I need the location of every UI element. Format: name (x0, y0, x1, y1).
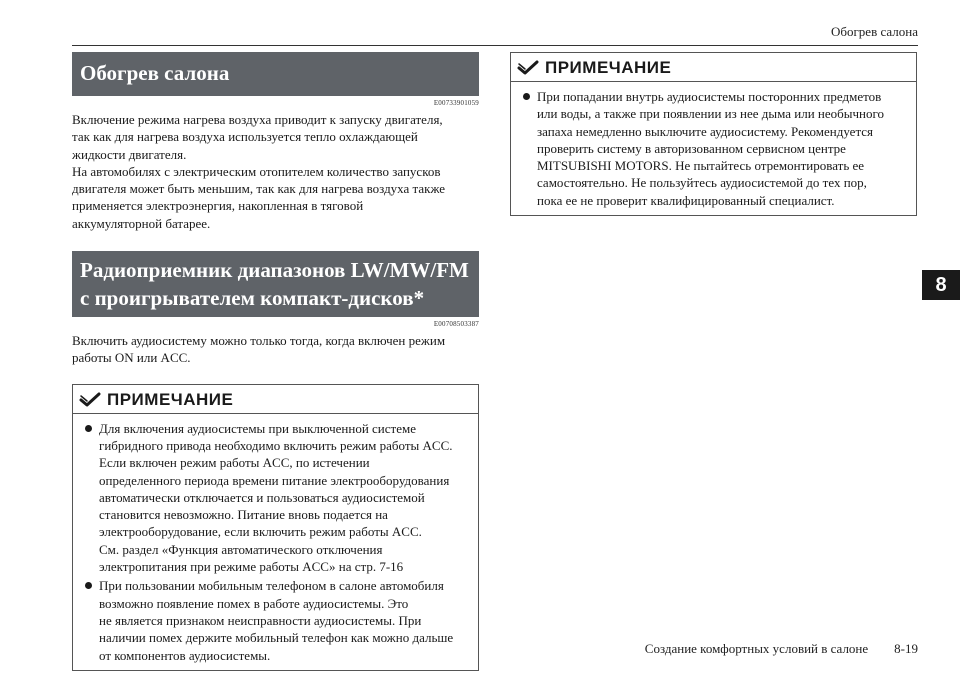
note-title: ПРИМЕЧАНИЕ (545, 58, 672, 77)
header-rule (72, 45, 918, 46)
section-code: E00708503387 (433, 320, 479, 329)
section-radio-text (72, 332, 479, 367)
text-line: или воды, а также при появлении из нее дыма или необычного (537, 106, 884, 122)
text-line: не является признаком неисправности аудиосистемы. При (99, 612, 422, 628)
text-line: от компонентов аудиосистемы. (99, 647, 271, 663)
note-body (73, 414, 478, 670)
note-box (72, 384, 479, 671)
title-line: Радиоприемник диапазонов LW/MW/FM (80, 258, 469, 283)
text-line: двигателя может быть меньшим, так как для нагрева воздуха также (72, 181, 446, 197)
note-item-text (99, 577, 453, 663)
section-title-heating: Обогрев салона (72, 52, 479, 96)
title-line: с проигрывателем компакт-дисков* (80, 286, 425, 311)
chapter-tab: 8 (922, 270, 960, 300)
section-code: E00733901059 (433, 99, 479, 107)
text-line: применяется электроэнергия, накопленная в тяговой (72, 198, 364, 214)
text-line: электрооборудование, если включить режим работы ACC. (99, 524, 422, 540)
text-line: Включение режима нагрева воздуха приводит к запуску двигателя, (72, 112, 443, 127)
page-footer (645, 641, 918, 657)
running-header: Обогрев салона (830, 24, 918, 39)
text-line: проверить систему в авторизованном сервисном центре (537, 140, 846, 156)
text-line: При попадании внутрь аудиосистемы посторонних предметов (537, 89, 882, 104)
text-line: самостоятельно. Не пользуйтесь аудиосистемой до тех пор, (537, 175, 867, 191)
bullet-icon (85, 425, 92, 432)
note-item (85, 577, 470, 663)
footer-chapter: Создание комфортных условий в салоне (644, 641, 869, 656)
section-title-radio (72, 251, 479, 317)
bullet-icon (85, 582, 92, 589)
note-title: ПРИМЕЧАНИЕ (107, 389, 234, 409)
text-line: электропитания при режиме работы ACC» на стр. 7-16 (99, 559, 404, 575)
text-line: Если включен режим работы ACC, по истечении (99, 455, 370, 471)
text-line: аккумуляторной батарее. (72, 215, 211, 231)
text-line: MITSUBISHI MOTORS. Не пытайтесь отремонтировать ее (537, 158, 865, 174)
text-line: жидкости двигателя. (72, 146, 187, 162)
checkmark-icon (79, 392, 101, 408)
text-line: См. раздел «Функция автоматического отключения (99, 541, 383, 557)
note-item (85, 420, 470, 576)
text-line: гибридного привода необходимо включить режим работы ACC. (99, 437, 453, 453)
bullet-icon (523, 93, 530, 100)
note-header (511, 53, 916, 82)
section-heating-text (72, 111, 479, 232)
text-line: Для включения аудиосистемы при выключенной системе (99, 420, 416, 436)
note-body (511, 82, 916, 215)
note-item-text (99, 420, 453, 576)
text-line: пока ее не проверит квалифицированный специалист. (537, 192, 835, 208)
checkmark-icon (517, 60, 539, 76)
note-header (73, 385, 478, 414)
note-item (523, 88, 908, 209)
text-line: работы ON или ACC. (72, 350, 191, 366)
left-column (72, 52, 479, 671)
note-box (510, 52, 917, 216)
text-line: автоматически отключается и пользоваться аудиосистемой (99, 489, 425, 505)
text-line: При пользовании мобильным телефоном в салоне автомобиля (99, 578, 444, 594)
text-line: возможно появление помех в работе аудиосистемы. Это (99, 595, 409, 611)
text-line: становится невозможно. Питание вновь подается на (99, 507, 388, 523)
right-column (510, 52, 917, 216)
text-line: Включить аудиосистему можно только тогда, когда включен режим (72, 333, 446, 349)
page-number: 8-19 (894, 641, 918, 656)
text-line: На автомобилях с электрическим отопителем количество запусков (72, 163, 441, 179)
text-line: так как для нагрева воздуха используется тепло охлаждающей (72, 129, 418, 145)
note-item-text (537, 88, 884, 209)
text-line: наличии помех держите мобильный телефон как можно дальше (99, 630, 454, 646)
text-line: определенного периода времени питание электрооборудования (99, 472, 450, 488)
text-line: запаха немедленно выключите аудиосистему. Рекомендуется (537, 123, 874, 139)
